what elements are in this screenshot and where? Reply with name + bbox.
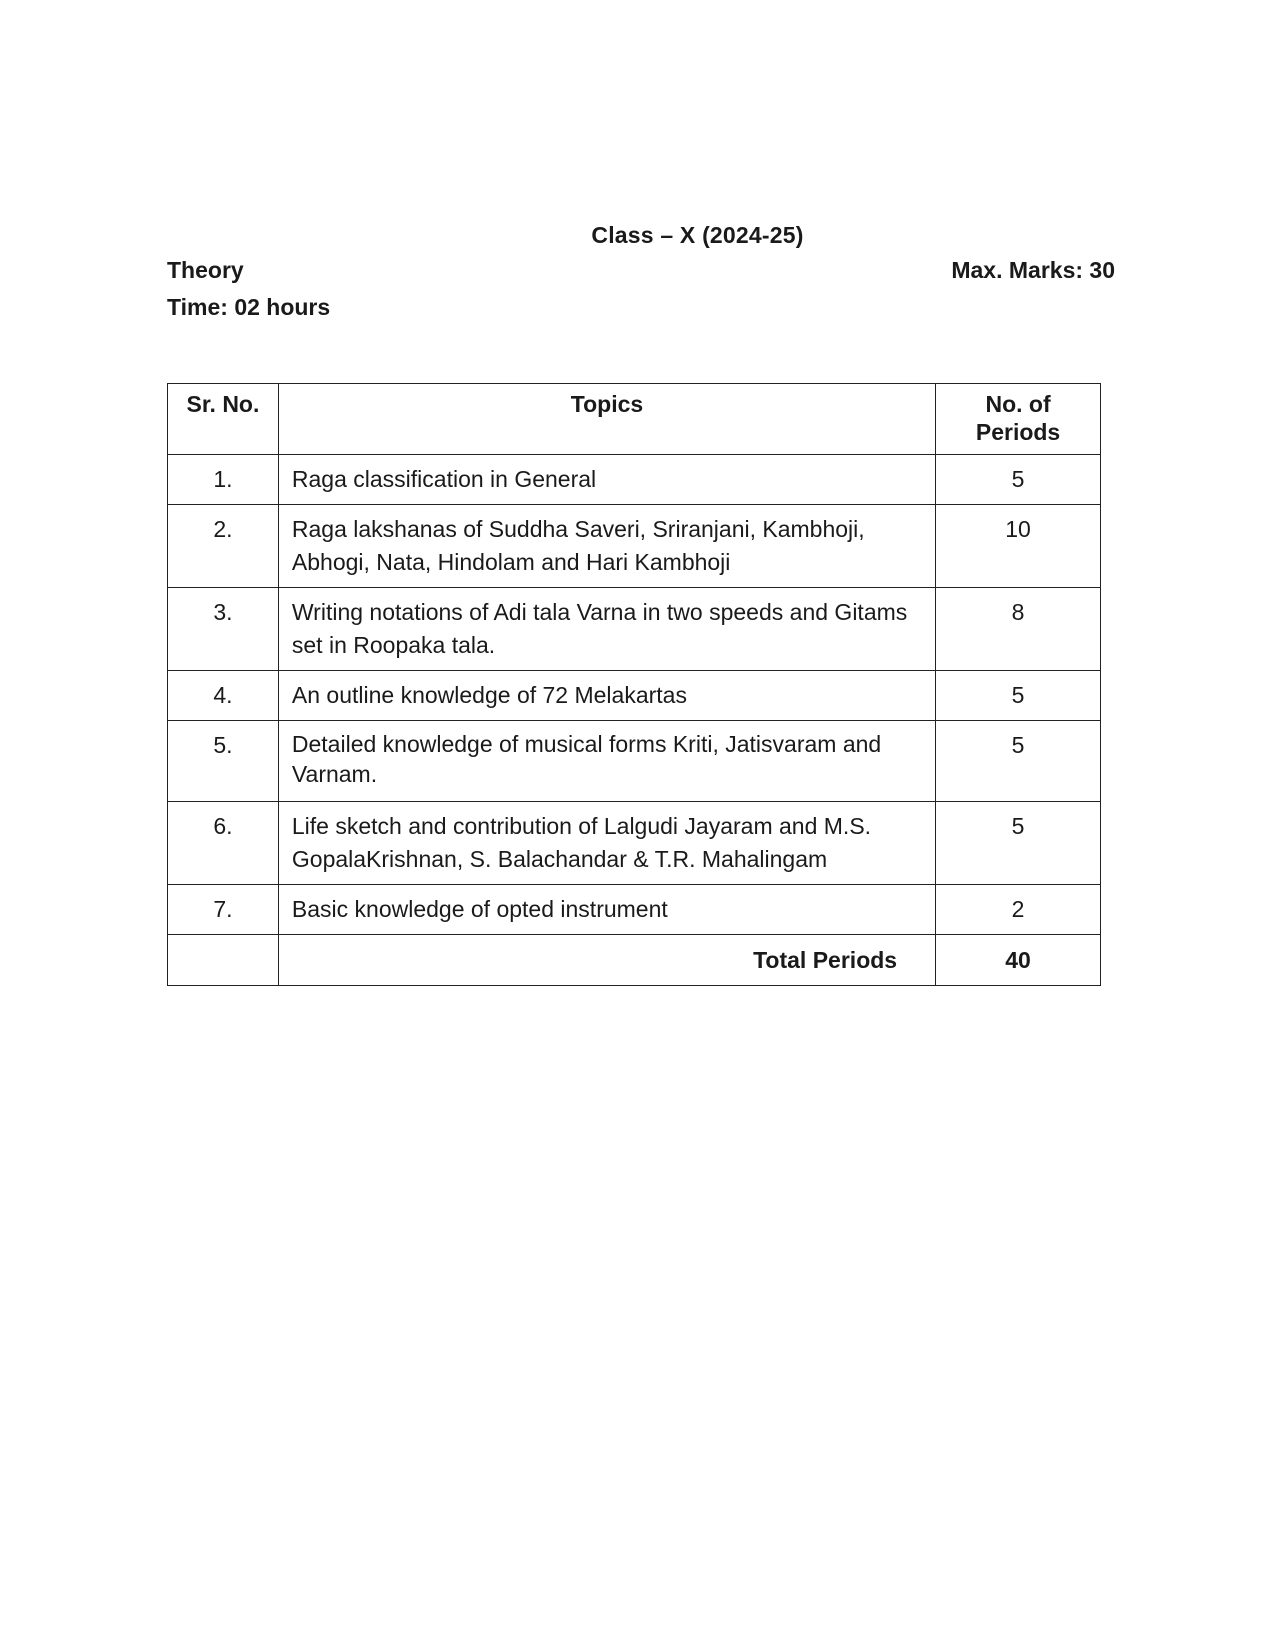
row-topic: Life sketch and contribution of Lalgudi Jayaram and M.S. GopalaKrishnan, S. Balachandar & T.R. Mahalingam	[278, 802, 935, 885]
row-periods: 10	[936, 505, 1101, 588]
total-value: 40	[936, 935, 1101, 986]
page-title: Class – X (2024-25)	[591, 222, 804, 248]
row-topic: Raga lakshanas of Suddha Saveri, Sriranjani, Kambhoji, Abhogi, Nata, Hindolam and Hari Kambhoji	[278, 505, 935, 588]
row-periods: 5	[936, 671, 1101, 721]
row-sr: 2.	[168, 505, 279, 588]
table-header-row	[168, 384, 1101, 455]
table-row	[168, 802, 1101, 885]
row-periods: 5	[936, 802, 1101, 885]
max-marks-label: Max. Marks: 30	[951, 257, 1115, 283]
row-periods: 8	[936, 588, 1101, 671]
table-row	[168, 885, 1101, 935]
row-topic: Raga classification in General	[278, 455, 935, 505]
row-sr: 4.	[168, 671, 279, 721]
table-row	[168, 455, 1101, 505]
table-row	[168, 721, 1101, 802]
table-row	[168, 505, 1101, 588]
total-label: Total Periods	[278, 935, 935, 986]
row-topic: Basic knowledge of opted instrument	[278, 885, 935, 935]
total-row	[168, 935, 1101, 986]
row-sr: 5.	[168, 721, 279, 802]
syllabus-table	[167, 383, 1101, 986]
row-sr: 3.	[168, 588, 279, 671]
total-empty-cell	[168, 935, 279, 986]
section-label: Theory	[167, 257, 244, 283]
header-periods: No. of Periods	[936, 384, 1101, 455]
row-sr: 7.	[168, 885, 279, 935]
row-topic: Detailed knowledge of musical forms Kriti, Jatisvaram and Varnam.	[278, 721, 935, 802]
row-topic: An outline knowledge of 72 Melakartas	[278, 671, 935, 721]
row-sr: 1.	[168, 455, 279, 505]
header-topics: Topics	[278, 384, 935, 455]
header-sr-no: Sr. No.	[168, 384, 279, 455]
row-periods: 5	[936, 455, 1101, 505]
time-label: Time: 02 hours	[167, 294, 331, 320]
table-row	[168, 671, 1101, 721]
row-topic: Writing notations of Adi tala Varna in two speeds and Gitams set in Roopaka tala.	[278, 588, 935, 671]
table-row	[168, 588, 1101, 671]
row-periods: 2	[936, 885, 1101, 935]
row-sr: 6.	[168, 802, 279, 885]
row-periods: 5	[936, 721, 1101, 802]
